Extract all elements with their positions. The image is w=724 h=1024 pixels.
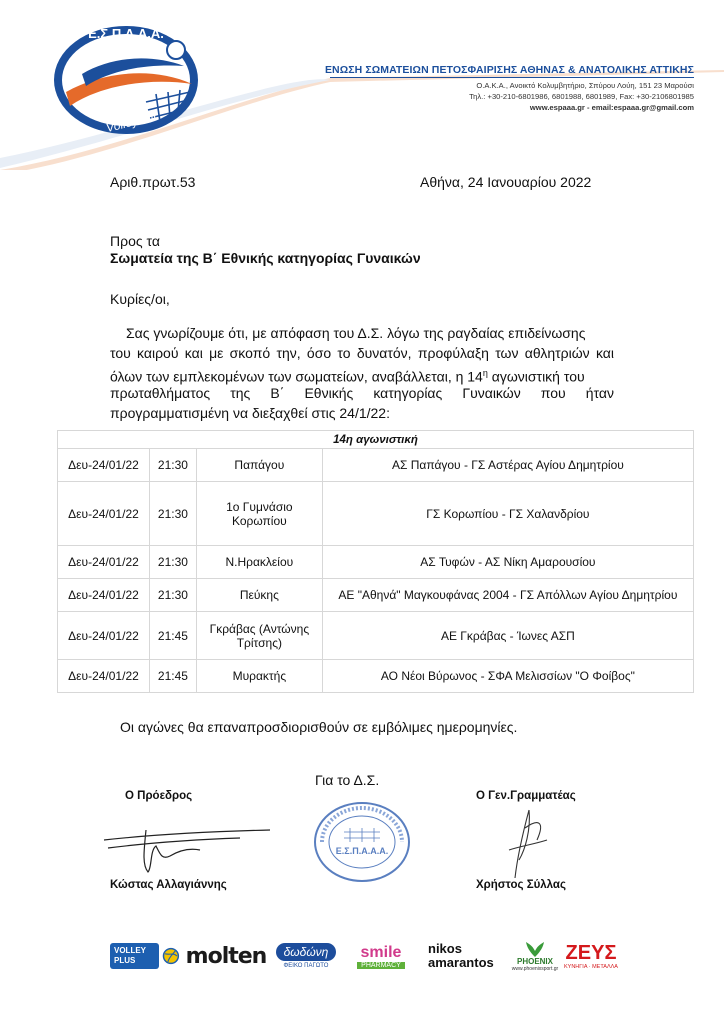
table-row: [58, 612, 694, 660]
header-rule: [330, 77, 694, 78]
table-row: [58, 482, 694, 546]
secretary-signature: [485, 800, 565, 880]
body-line-4: πρωταθλήματος της Β΄ Εθνικής κατηγορίας Γυναικών που ήταν: [110, 385, 614, 401]
body-line-2: του καιρού και με σκοπό την, όσο το δυνατόν, προφύλαξη των αθλητριών και: [110, 345, 614, 361]
secretary-name: Χρήστος Σύλλας: [476, 879, 566, 891]
org-web: www.espaaa.gr - email:espaaa.gr@gmail.com: [529, 103, 694, 112]
president-title: Ο Πρόεδρος: [125, 790, 193, 802]
match-date: Δευ-24/01/22: [58, 579, 150, 612]
match-time: 21:45: [149, 612, 196, 660]
superscript-eta: η: [482, 368, 488, 378]
table-title: 14η αγωνιστική: [58, 431, 694, 449]
stamp-text: Ε.Σ.Π.Α.Α.Α.: [335, 846, 389, 856]
dodoni-label: δωδώνη: [276, 943, 337, 961]
letter-date: Αθήνα, 24 Ιανουαρίου 2022: [420, 174, 592, 190]
phoenix-sub: www.phoenixsport.gr: [511, 965, 559, 972]
to-recipients: Σωματεία της Β΄ Εθνικής κατηγορίας Γυναικών: [110, 250, 421, 266]
logo-text: Ε.Σ.Π.Α.Α.Α.: [88, 26, 164, 41]
sponsor-volley-plus: [110, 934, 180, 978]
match-time: 21:45: [149, 660, 196, 693]
smile-label: smile: [360, 943, 402, 961]
association-stamp: [312, 800, 412, 884]
phoenix-icon: [525, 941, 545, 957]
amarantos-label: amarantos: [428, 955, 494, 970]
match-time: 21:30: [149, 546, 196, 579]
table-row: [58, 546, 694, 579]
sponsor-zeus: [563, 934, 619, 978]
match-time: 21:30: [149, 449, 196, 482]
president-name: Κώστας Αλλαγιάννης: [110, 879, 227, 891]
games-table: [57, 430, 694, 693]
volley-plus-label: VOLLEY PLUS: [110, 943, 159, 969]
match-time: 21:30: [149, 579, 196, 612]
match-venue: Γκράβας (Αντώνης Τρίτσης): [196, 612, 322, 660]
match-venue: Μυρακτής: [196, 660, 322, 693]
sponsor-smile: [346, 934, 416, 978]
espaaa-logo: [42, 14, 202, 138]
match-teams: ΑΟ Νέοι Βύρωνος - ΣΦΑ Μελισσίων "Ο Φοίβος": [322, 660, 693, 693]
org-phones: Τηλ.: +30-210-6801986, 6801988, 6801989, Fax: +30-2106801985: [469, 92, 694, 101]
smile-sub: PHARMACY: [357, 962, 405, 969]
to-label: Προς τα: [110, 233, 160, 249]
secretary-title: Ο Γεν.Γραμματέας: [476, 790, 576, 802]
match-venue: 1ο Γυμνάσιο Κορωπίου: [196, 482, 322, 546]
salutation: Κυρίες/οι,: [110, 291, 170, 307]
match-date: Δευ-24/01/22: [58, 660, 150, 693]
sponsor-nikos-amarantos: [428, 934, 508, 978]
for-board: Για το Δ.Σ.: [315, 772, 380, 788]
table-row: [58, 660, 694, 693]
zeus-sub: ΚΥΝΗΓΙΑ · ΜΕΤΑΛΛΑ: [564, 964, 618, 970]
protocol-number: Αριθ.πρωτ.53: [110, 174, 196, 190]
closing-note: Οι αγώνες θα επαναπροσδιορισθούν σε εμβόλιμες ημερομηνίες.: [120, 719, 518, 735]
match-date: Δευ-24/01/22: [58, 482, 150, 546]
match-teams: ΓΣ Κορωπίου - ΓΣ Χαλανδρίου: [322, 482, 693, 546]
match-date: Δευ-24/01/22: [58, 449, 150, 482]
phoenix-label: PHOENIX: [516, 956, 553, 966]
sponsor-phoenix: [510, 934, 560, 978]
body-line-5: προγραμματισμένη να διεξαχθεί στις 24/1/22:: [110, 405, 390, 421]
match-time: 21:30: [149, 482, 196, 546]
volleyball-icon: [162, 944, 180, 968]
table-title-row: [58, 431, 694, 449]
zeus-label: ΖΕΥΣ: [565, 942, 617, 964]
match-date: Δευ-24/01/22: [58, 546, 150, 579]
org-address: Ο.Α.Κ.Α., Ανοικτό Κολυμβητήριο, Σπύρου Λούη, 151 23 Μαρούσι: [476, 81, 694, 90]
match-venue: Ν.Ηρακλείου: [196, 546, 322, 579]
table-row: [58, 579, 694, 612]
body-line-3-text: όλων των εμπλεκομένων των σωματείων, αναβάλλεται, η 14: [110, 368, 483, 385]
dodoni-sub: ΦΕΙΚΟ ΠΑΓΩΤΟ: [283, 963, 329, 969]
match-date: Δευ-24/01/22: [58, 612, 150, 660]
sponsor-dodoni: [272, 934, 340, 978]
president-signature: [100, 810, 280, 880]
match-venue: Παπάγου: [196, 449, 322, 482]
match-venue: Πεύκης: [196, 579, 322, 612]
sponsor-molten: [186, 934, 266, 978]
match-teams: ΑΣ Τυφών - ΑΣ Νίκη Αμαρουσίου: [322, 546, 693, 579]
match-teams: ΑΕ "Αθηνά" Μαγκουφάνας 2004 - ΓΣ Απόλλων Αγίου Δημητρίου: [322, 579, 693, 612]
body-line-1: Σας γνωρίζουμε ότι, με απόφαση του Δ.Σ. λόγω της ραγδαίας επιδείνωσης: [126, 325, 586, 341]
logo-subtext: Volleyball: [104, 109, 158, 136]
nikos-label: nikos: [428, 941, 462, 956]
org-name: ΕΝΩΣΗ ΣΩΜΑΤΕΙΩΝ ΠΕΤΟΣΦΑΙΡΙΣΗΣ ΑΘΗΝΑΣ & ΑΝΑΤΟΛΙΚΗΣ ΑΤΤΙΚΗΣ: [324, 64, 694, 76]
table-row: [58, 449, 694, 482]
match-teams: ΑΣ Παπάγου - ΓΣ Αστέρας Αγίου Δημητρίου: [322, 449, 693, 482]
molten-label: molten: [185, 943, 267, 969]
match-teams: ΑΕ Γκράβας - Ίωνες ΑΣΠ: [322, 612, 693, 660]
body-line-3-tail: αγωνιστική του: [487, 368, 585, 385]
